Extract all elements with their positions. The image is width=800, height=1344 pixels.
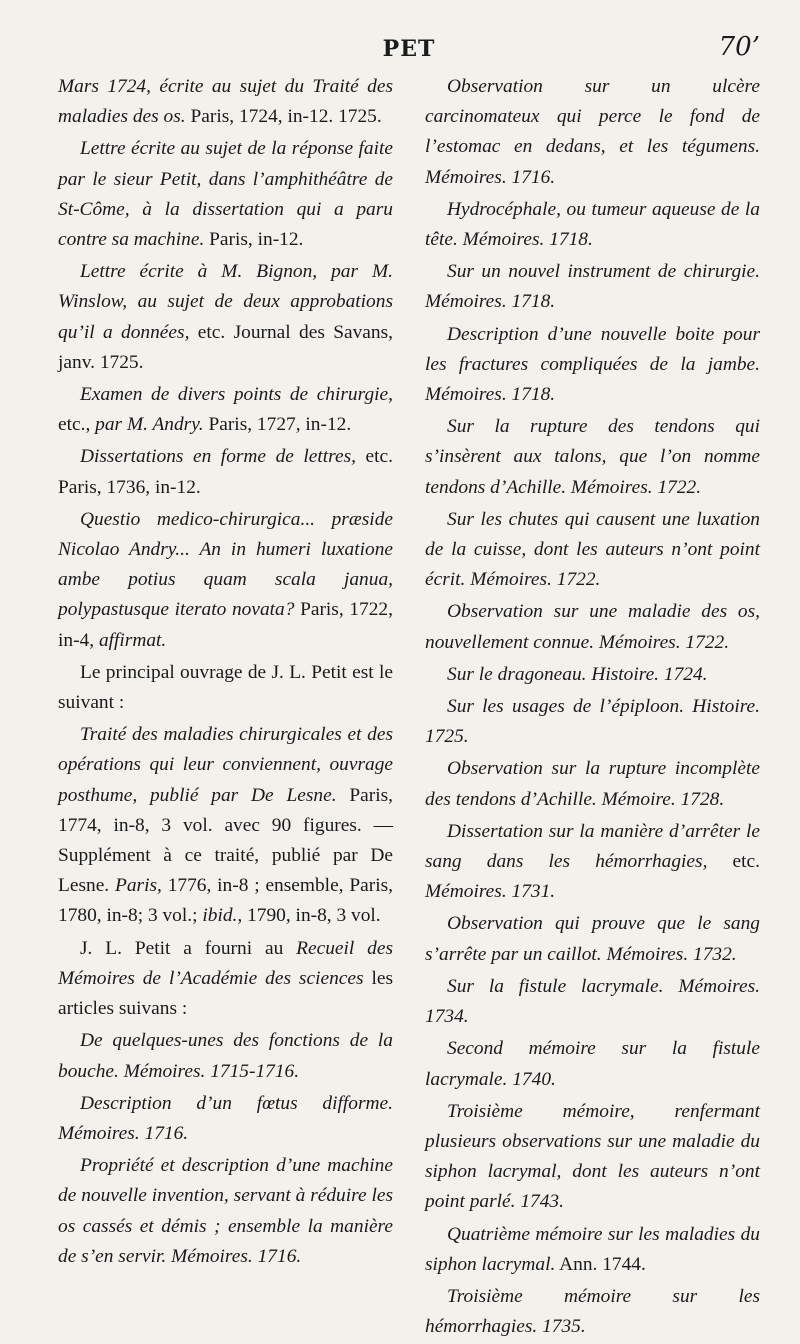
bibliography-entry [425,909,760,969]
italic-text: Mémoires. 1731. [425,881,556,903]
roman-text: etc. [707,851,761,873]
bibliography-entry [425,505,760,596]
roman-text: etc. Journal des Savans, janv. 1725. [58,321,393,373]
italic-text: Sur la fistule lacrymale. Mémoires. 1734. [425,975,760,1028]
italic-text: Quatrième mémoire sur les maladies du siphon lacrymal. [425,1223,760,1275]
italic-text: Lettre écrite à M. Bignon, par M. Winslow, au sujet de deux approbations qu’il a données, [58,261,393,343]
bibliography-entry [425,320,760,411]
roman-text: Paris, 1727, in-12. [203,414,352,436]
bibliography-entry [425,1282,760,1342]
italic-text: Troisième mémoire, renfermant plusieurs observations sur une maladie du siphon lacrymal, dont les auteurs n’ont point parlé. 1743. [425,1100,760,1213]
bibliography-entry [425,660,760,690]
italic-text: Mars 1724, écrite au sujet du Traité des maladies des os. [58,76,393,128]
italic-text: De quelques-unes des fonctions de la bouche. Mémoires. 1715-1716. [58,1030,393,1082]
italic-text: Recueil des Mémoires de l’Académie des sciences [58,937,393,989]
italic-text: Sur les usages de l’épiploon. Histoire. 1725. [425,696,760,748]
bibliography-entry [425,412,760,503]
running-head: PET [382,36,436,62]
roman-text: etc., [58,414,96,436]
bibliography-entry [425,1097,760,1218]
page-header [58,28,760,72]
bibliography-entry [425,257,760,317]
bibliography-entry [425,72,760,193]
right-column [425,72,760,1344]
italic-text: Dissertation sur la manière d’arrêter le sang dans les hémorrhagies, [425,820,760,873]
italic-text: Description d’un fœtus difforme. Mémoires. 1716. [58,1092,393,1144]
bibliography-entry [58,1151,393,1272]
page-number: 70’ [718,32,760,62]
bibliography-entry [58,1089,393,1149]
bibliography-entry [58,720,393,931]
roman-text: Ann. 1744. [555,1253,646,1275]
bibliography-entry [58,442,393,502]
roman-text: etc. Paris, 1736, in-12. [58,446,393,498]
italic-text: Second mémoire sur la fistule lacrymale. 1740. [425,1038,760,1090]
roman-text: 1776, in-8 ; ensemble, Paris, 1780, in-8; 3 vol.; [58,875,393,927]
italic-text: Lettre écrite au sujet de la réponse faite par le sieur Petit, dans l’amphithéâtre de St-Côme, à la dissertation qui a paru contre sa machine. [58,138,393,251]
italic-text: Sur le dragoneau. Histoire. 1724. [447,663,708,685]
bibliography-entry [58,72,393,132]
italic-text: Paris, [114,875,162,897]
roman-text: J. L. Petit a fourni au [80,937,297,959]
left-column [58,72,393,1344]
italic-text: Traité des maladies chirurgicales et des opérations qui leur conviennent, ouvrage posthume, publié par De Lesne. [58,724,393,806]
italic-text: Observation qui prouve que le sang s’arrête par un caillot. Mémoires. 1732. [425,913,760,965]
bibliography-entry [425,817,760,908]
roman-text: Paris, in-12. [204,229,304,251]
roman-text: Le principal ouvrage de J. L. Petit est le suivant : [58,661,393,714]
italic-text: affirmat. [98,629,167,651]
italic-text: Observation sur un ulcère carcinomateux qui perce le fond de l’estomac en dedans, et les tégumens. Mémoires. 1716. [425,76,760,188]
italic-text: ibid., [202,905,243,927]
italic-text: Questio medico-chirurgica... præside Nicolao Andry... An in humeri luxatione ambe potius quam scala janua, polypastusque iterato novata? [58,508,393,621]
bibliography-entry [425,972,760,1032]
roman-text: Paris, 1722, in-4, [58,599,393,651]
roman-text: Paris, 1774, in-8, 3 vol. avec 90 figures. — Supplément à ce traité, publié par De Lesne. [58,784,393,897]
bibliography-entry [425,754,760,814]
roman-text: Paris, 1724, in-12. 1725. [185,106,382,128]
bibliography-entry [58,1026,393,1086]
bibliography-entry [58,257,393,378]
italic-text: Description d’une nouvelle boite pour les fractures compliquées de la jambe. Mémoires. 1718. [425,323,760,406]
text-columns [58,72,760,1344]
bibliography-entry [58,505,393,656]
bibliography-entry [58,380,393,440]
bibliography-entry [425,1220,760,1280]
italic-text: Propriété et description d’une machine de nouvelle invention, servant à réduire les os cassés et démis ; ensemble la manière de s’en servir. Mémoires. 1716. [58,1155,393,1267]
italic-text: Hydrocéphale, ou tumeur aqueuse de la tête. Mémoires. 1718. [425,198,760,251]
italic-text: Sur la rupture des tendons qui s’insèrent aux talons, que l’on nomme tendons d’Achille. Mémoires. 1722. [425,416,760,498]
italic-text: Troisième mémoire sur les hémorrhagies. 1735. [425,1285,760,1338]
bibliography-entry [58,934,393,1025]
italic-text: Sur les chutes qui causent une luxation de la cuisse, dont les auteurs n’ont point écrit. Mémoires. 1722. [425,508,760,591]
bibliography-entry [58,134,393,255]
italic-text: Sur un nouvel instrument de chirurgie. Mémoires. 1718. [425,261,760,313]
italic-text: Dissertations en forme de lettres, [80,446,357,468]
italic-text: par M. Andry. [95,414,204,436]
bibliography-entry [425,597,760,657]
italic-text: Observation sur la rupture incomplète des tendons d’Achille. Mémoire. 1728. [425,758,760,810]
bibliography-entry [425,195,760,255]
roman-text: les articles suivans : [58,967,393,1020]
bibliography-entry [425,692,760,752]
roman-text: 1790, in-8, 3 vol. [242,905,381,927]
italic-text: Observation sur une maladie des os, nouvellement connue. Mémoires. 1722. [425,601,760,653]
bibliography-entry [58,658,393,718]
bibliography-entry [425,1034,760,1094]
italic-text: Examen de divers points de chirurgie, [80,384,393,406]
